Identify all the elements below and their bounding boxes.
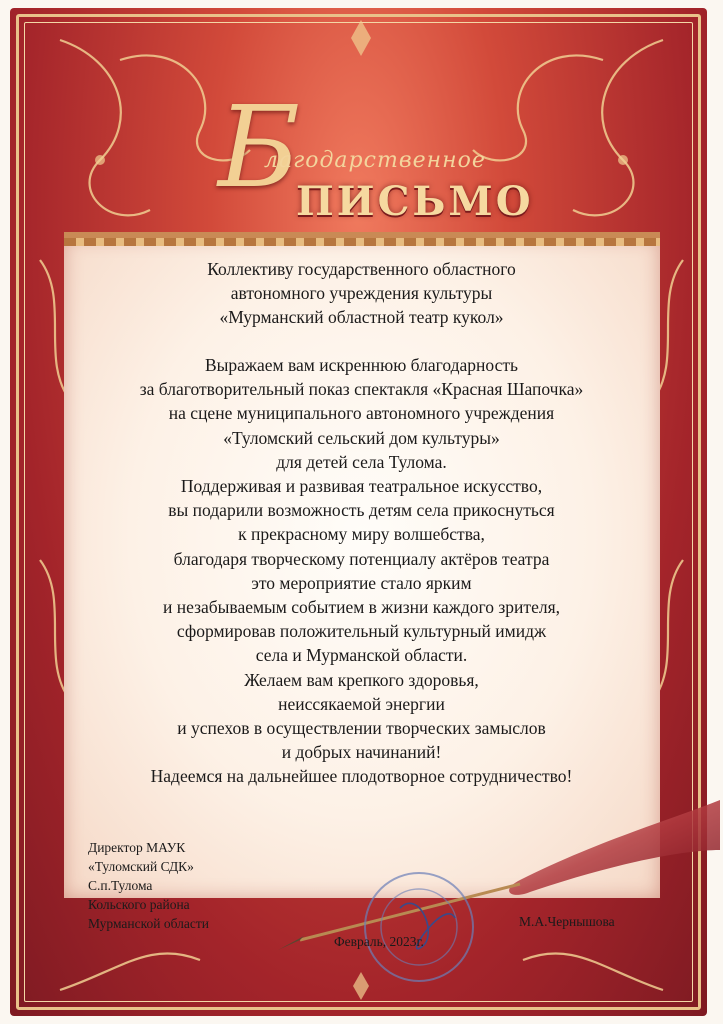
body-line: на сцене муниципального автономного учреждения [168,403,555,424]
addressee-line: Коллективу государственного областного [207,259,516,279]
signer-name: М.А.Чернышова [519,914,615,929]
body-line: вы подарили возможность детям села прикоснуться [168,500,555,521]
body-line: это мероприятие стало ярким [251,572,472,593]
signature-line: Кольского района [88,897,190,912]
addressee-block [0,257,723,329]
signature-line: «Туломский СДК» [88,859,194,874]
addressee-line: «Мурманский областной театр кукол» [219,307,504,327]
body-line: за благотворительный показ спектакля «Красная Шапочка» [139,379,584,400]
signature-line: Мурманской области [88,916,209,931]
heading-initial: Б [218,83,301,213]
body-line: и успехов в осуществлении творческих замыслов [177,718,546,739]
body-line: Поддерживая и развивая театральное искусство, [180,476,543,497]
body-line: Выражаем вам искреннюю благодарность [204,355,518,375]
body-line: к прекрасному миру волшебства, [238,524,485,545]
body-line: сформировав положительный культурный имидж [176,621,547,642]
body-line: и незабываемым событием в жизни каждого зрителя, [162,597,560,618]
body-line: села и Мурманской области. [255,645,468,666]
letter-date: Февраль, 2023г. [334,934,424,949]
heading-script-line: лагодарственное [264,148,486,173]
addressee-line: автономного учреждения культуры [230,283,493,303]
body-line: и добрых начинаний! [281,742,442,763]
heading-main-line: ПИСЬМО [296,178,534,225]
body-line: «Туломский сельский дом культуры» [223,427,500,448]
signature-line: С.п.Тулома [88,878,153,893]
body-line: для детей села Тулома. [276,451,447,472]
body-line: Надеемся на дальнейшее плодотворное сотрудничество! [150,766,573,787]
body-line: Желаем вам крепкого здоровья, [244,669,479,690]
signature-block [88,838,209,933]
official-stamp-icon [360,868,478,986]
quill-pen-icon [270,780,720,960]
body-line: благодаря творческому потенциалу актёров театра [173,548,550,569]
signature-line: Директор МАУК [88,840,186,855]
body-line: неиссякаемой энергии [278,693,445,714]
letter-body [0,353,723,789]
